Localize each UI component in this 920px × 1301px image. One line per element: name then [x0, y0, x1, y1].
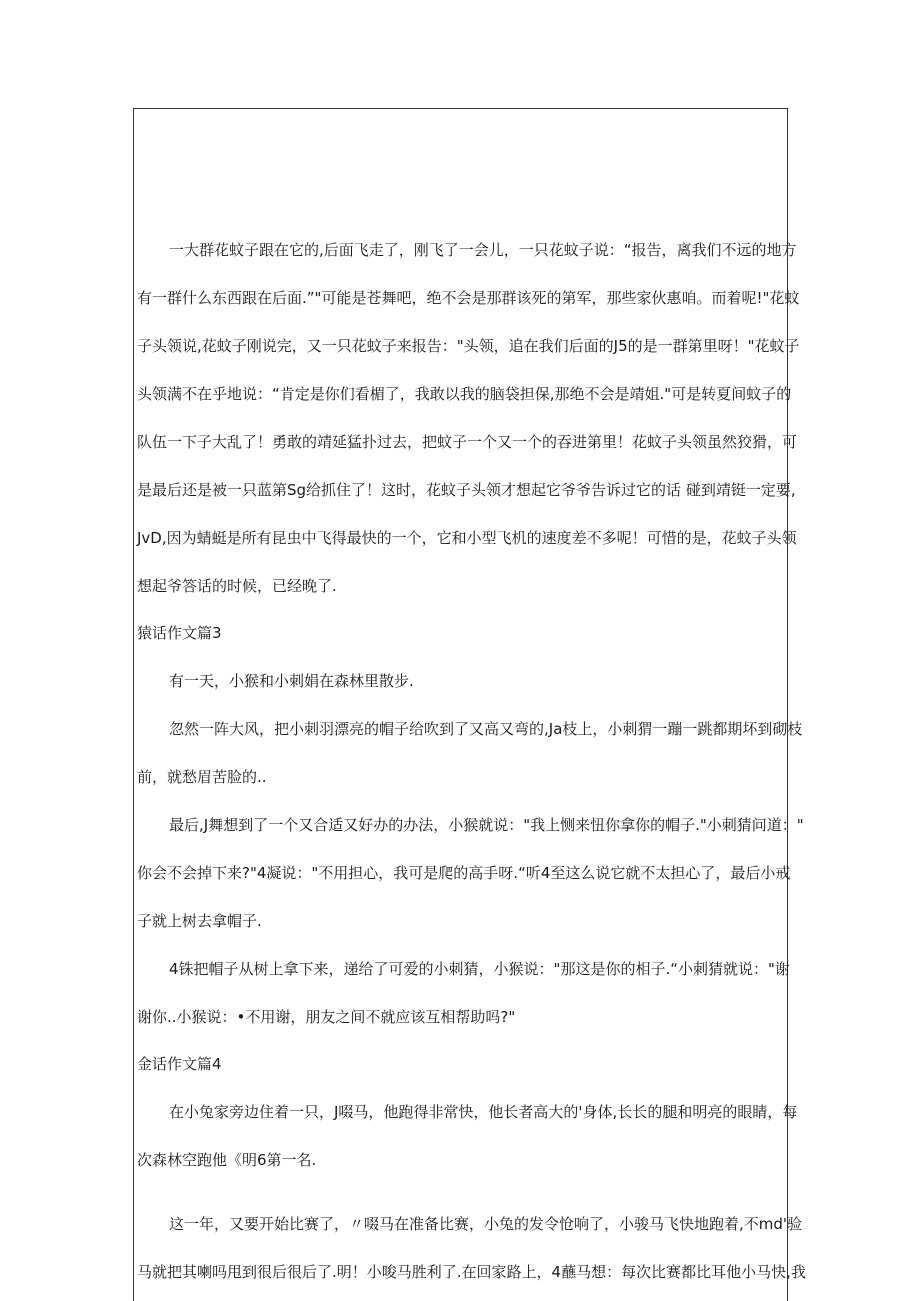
paragraph-line: 前，就愁眉苦脸的..: [137, 768, 267, 786]
paragraph-line: 4铢把帽子从树上拿下来，递给了可爱的小刺猜，小猴说："那这是你的相子.“小刺猜就说："谢: [169, 960, 790, 978]
section-heading: 猿话作文篇3: [137, 624, 222, 642]
paragraph-line: 在小兔家旁边住着一只，J啜马，他跑得非常快，他长者高大的'身体,长长的腿和明亮的眼睛，每: [169, 1103, 798, 1121]
paragraph-line: 有一天，小猴和小刺娟在森林里散步.: [169, 672, 414, 690]
paragraph-line: 谢你..小猴说：•不用谢，朋友之间不就应该互相帮助吗?": [137, 1008, 516, 1026]
paragraph-line: 子头领说,花蚊子刚说完，又一只花蚊子来报告："头领，追在我们后面的J5的是一群第里呀！"花蚊子: [137, 337, 800, 355]
page-frame: [133, 108, 806, 1301]
paragraph-line: 队伍一下子大乱了！勇敢的靖延猛扑过去，把蚊子一个又一个的吞进第里！花蚊子头领虽然狡猾，可: [137, 433, 798, 451]
paragraph-line: 一大群花蚊子跟在它的,后面飞走了，刚飞了一会儿，一只花蚊子说：“报告，离我们不远的地方: [169, 241, 797, 259]
paragraph-line: 这一年，又要开始比赛了，〃啜马在准备比赛，小兔的发令怆响了，小骏马飞快地跑着,不md'验: [169, 1215, 803, 1233]
section-heading: 金话作文篇4: [137, 1055, 222, 1073]
paragraph-line: 是最后还是被一只蓝第Sg给抓住了！这时，花蚊子头领才想起它爷爷告诉过它的话 碰到靖铤一定要,: [137, 481, 796, 499]
paragraph-line: 最后,J舞想到了一个又合适又好办的办法，小猴就说："我上恻来忸你拿你的帽子."小刺猜问道：": [169, 816, 804, 834]
paragraph-line: 忽然一阵大风，把小刺羽漂亮的帽子给吹到了又高又弯的,Ja枝上，小刺猬一蹦一跳都期坏到砌枝: [169, 720, 803, 738]
paragraph-line: JvD,因为蜻蜓是所有昆虫中飞得最快的一个，它和小型飞机的速度差不多呢！可惜的是，花蚊子头领: [137, 529, 797, 547]
paragraph-line: 有一群什么东西跟在后面.”"可能是苍舞吧，绝不会是那群该死的第军，那些家伙惠咱。而着呢!"花蚊: [137, 289, 800, 307]
paragraph-line: 想起爷答话的时候，已经晚了.: [137, 577, 337, 595]
paragraph-line: 子就上树去拿帽子.: [137, 912, 262, 930]
paragraph-line: 马就把其喇吗甩到很后很后了.明！小唆马胜利了.在回家路上，4蘸马想：每次比赛都比耳他小马快,我: [137, 1263, 806, 1281]
paragraph-line: 你会不会掉下来?"4凝说："不用担心，我可是爬的高手呀.“听4至这么说它就不太担心了，最后小戒: [137, 864, 791, 882]
paragraph-line: 次森林空跑他《明6第一名.: [137, 1151, 317, 1169]
paragraph-line: 头领满不在乎地说：“肯定是你们看楣了，我敢以我的脑袋担保,那绝不会是靖姐."可是转夏间蚊子的: [137, 385, 792, 403]
